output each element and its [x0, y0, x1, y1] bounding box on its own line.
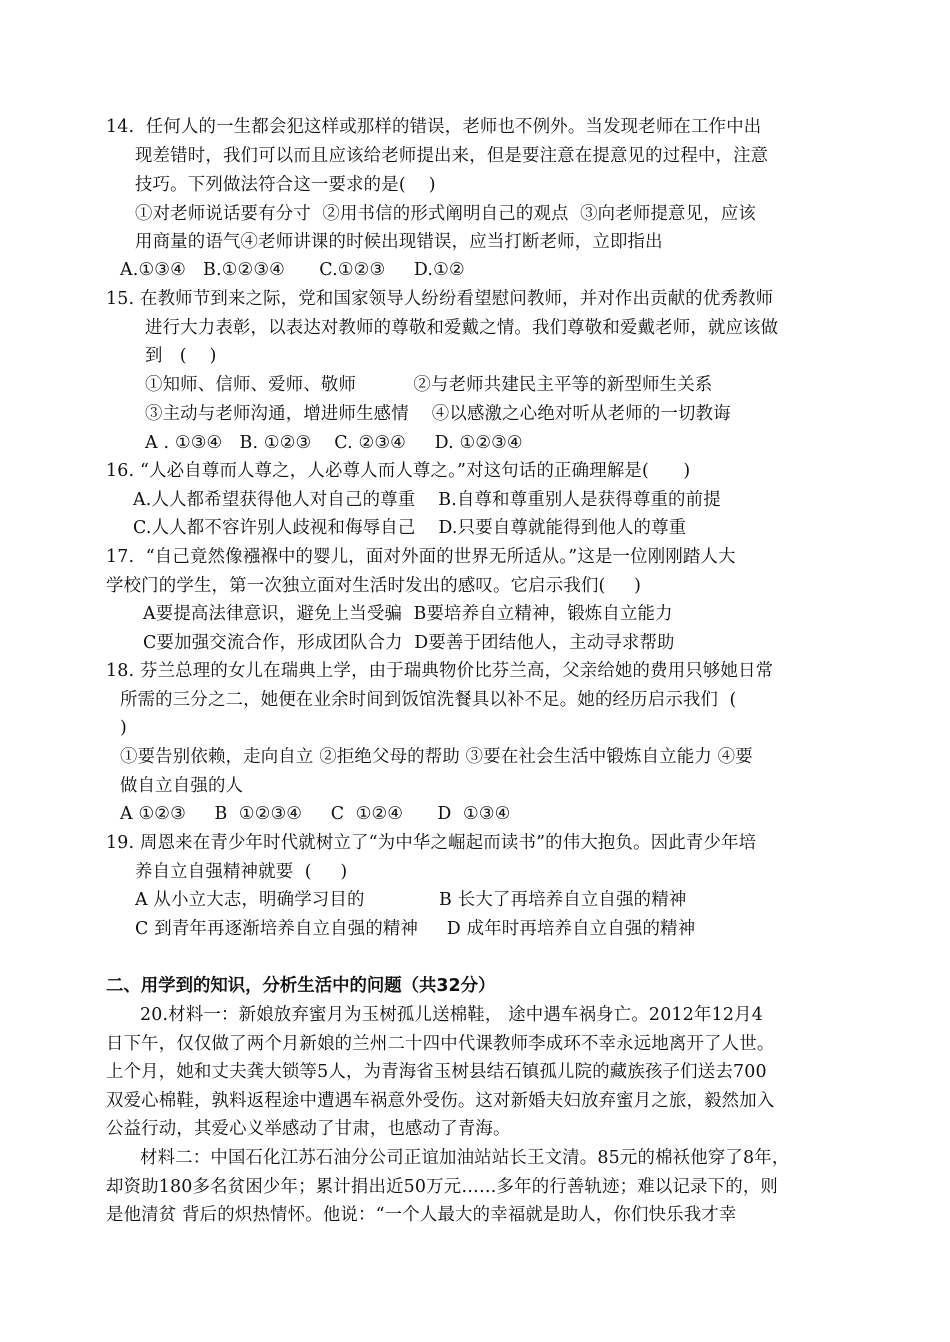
q16-line-1: 16. “人必自尊而人尊之，人必尊人而人尊之。”对这句话的正确理解是( )	[106, 461, 691, 481]
section-2-title: 二、用学到的知识，分析生活中的问题（共32分）	[106, 976, 496, 996]
q18-line-2: 所需的三分之二，她便在业余时间到饭馆洗餐具以补不足。她的经历启示我们 (	[120, 690, 737, 710]
q14-line-1: 14. 任何人的一生都会犯这样或那样的错误，老师也不例外。当发现老师在工作中出	[106, 117, 762, 137]
q17-line-1: 17. “自己竟然像襁褓中的婴儿，面对外面的世界无所适从。”这是一位刚刚踏人大	[106, 547, 736, 567]
section-2-line-2: 日下午，仅仅做了两个月新娘的兰州二十四中代课教师李成环不幸永远地离开了人世。	[106, 1034, 775, 1054]
section-2-line-7: 却资助180多名贫困少年；累计捐出近50万元……多年的行善轨迹；难以记录下的，则	[106, 1177, 778, 1197]
q17-options-cd: C要加强交流合作，形成团队合力 D要善于团结他人，主动寻求帮助	[143, 633, 675, 653]
q18-line-3: )	[120, 718, 127, 738]
q19-options-ab: A 从小立大志，明确学习目的 B 长大了再培养自立自强的精神	[135, 890, 687, 910]
q16-options-cd: C.人人都不容许别人歧视和侮辱自己 D.只要自尊就能得到他人的尊重	[133, 518, 687, 538]
q15-options: A . ①③④ B. ①②③ C. ②③④ D. ①②③④	[145, 433, 523, 453]
q15-line-1: 15. 在教师节到来之际，党和国家领导人纷纷看望慰问教师，并对作出贡献的优秀教师	[106, 289, 774, 309]
q18-line-5: 做自立自强的人	[120, 776, 244, 796]
q19-line-2: 养自立自强精神就要 ( )	[135, 862, 348, 882]
q14-line-5: 用商量的语气④老师讲课的时候出现错误，应当打断老师，立即指出	[135, 232, 663, 252]
q15-line-2: 进行大力表彰，以表达对教师的尊敬和爱戴之情。我们尊敬和爱戴老师，就应该做	[145, 318, 779, 338]
q16-options-ab: A.人人都希望获得他人对自己的尊重 B.自尊和尊重别人是获得尊重的前提	[133, 490, 721, 510]
q18-line-1: 18. 芬兰总理的女儿在瑞典上学，由于瑞典物价比芬兰高，父亲给她的费用只够她日常	[106, 661, 774, 681]
q19-line-1: 19. 周恩来在青少年时代就树立了“为中华之崛起而读书”的伟大抱负。因此青少年培	[106, 833, 757, 853]
q14-line-4: ①对老师说话要有分寸 ②用书信的形式阐明自己的观点 ③向老师提意见，应该	[135, 204, 756, 224]
q14-line-2: 现差错时，我们可以而且应该给老师提出来，但是要注意在提意见的过程中，注意	[135, 146, 769, 166]
q15-line-4: ①知师、信师、爱师、敬师 ②与老师共建民主平等的新型师生关系	[145, 375, 713, 395]
q17-line-2: 学校门的学生，第一次独立面对生活时发出的感叹。它启示我们( )	[106, 576, 642, 596]
section-2-line-5: 公益行动，其爱心义举感动了甘肃，也感动了青海。	[106, 1119, 511, 1139]
q18-line-4: ①要告别依赖，走向自立 ②拒绝父母的帮助 ③要在社会生活中锻炼自立能力 ④要	[120, 747, 753, 767]
q19-options-cd: C 到青年再逐渐培养自立自强的精神 D 成年时再培养自立自强的精神	[135, 919, 696, 939]
section-2-line-1: 20.材料一：新娘放弃蜜月为玉树孤儿送棉鞋， 途中遇车祸身亡。2012年12月4	[140, 1005, 763, 1025]
section-2-line-6: 材料二：中国石化江苏石油分公司正谊加油站站长王文清。85元的棉袄他穿了8年，	[140, 1148, 790, 1168]
q14-line-3: 技巧。下列做法符合这一要求的是( )	[135, 175, 436, 195]
q18-options: A ①②③ B ①②③④ C ①②④ D ①③④	[120, 804, 511, 824]
q17-options-ab: A要提高法律意识，避免上当受骗 B要培养自立精神，锻炼自立能力	[143, 604, 673, 624]
q15-line-3: 到 ( )	[145, 346, 217, 366]
section-2-line-8: 是他清贫 背后的炽热情怀。他说：“一个人最大的幸福就是助人，你们快乐我才幸	[106, 1205, 737, 1225]
section-2-line-3: 上个月，她和丈夫龚大锁等5人，为青海省玉树县结石镇孤儿院的藏族孩子们送去700	[106, 1062, 767, 1082]
q15-line-5: ③主动与老师沟通，增进师生感情 ④以感激之心绝对听从老师的一切教诲	[145, 404, 731, 424]
q14-options: A.①③④ B.①②③④ C.①②③ D.①②	[120, 260, 465, 280]
section-2-line-4: 双爱心棉鞋，孰料返程途中遭遇车祸意外受伤。这对新婚夫妇放弃蜜月之旅，毅然加入	[106, 1091, 775, 1111]
